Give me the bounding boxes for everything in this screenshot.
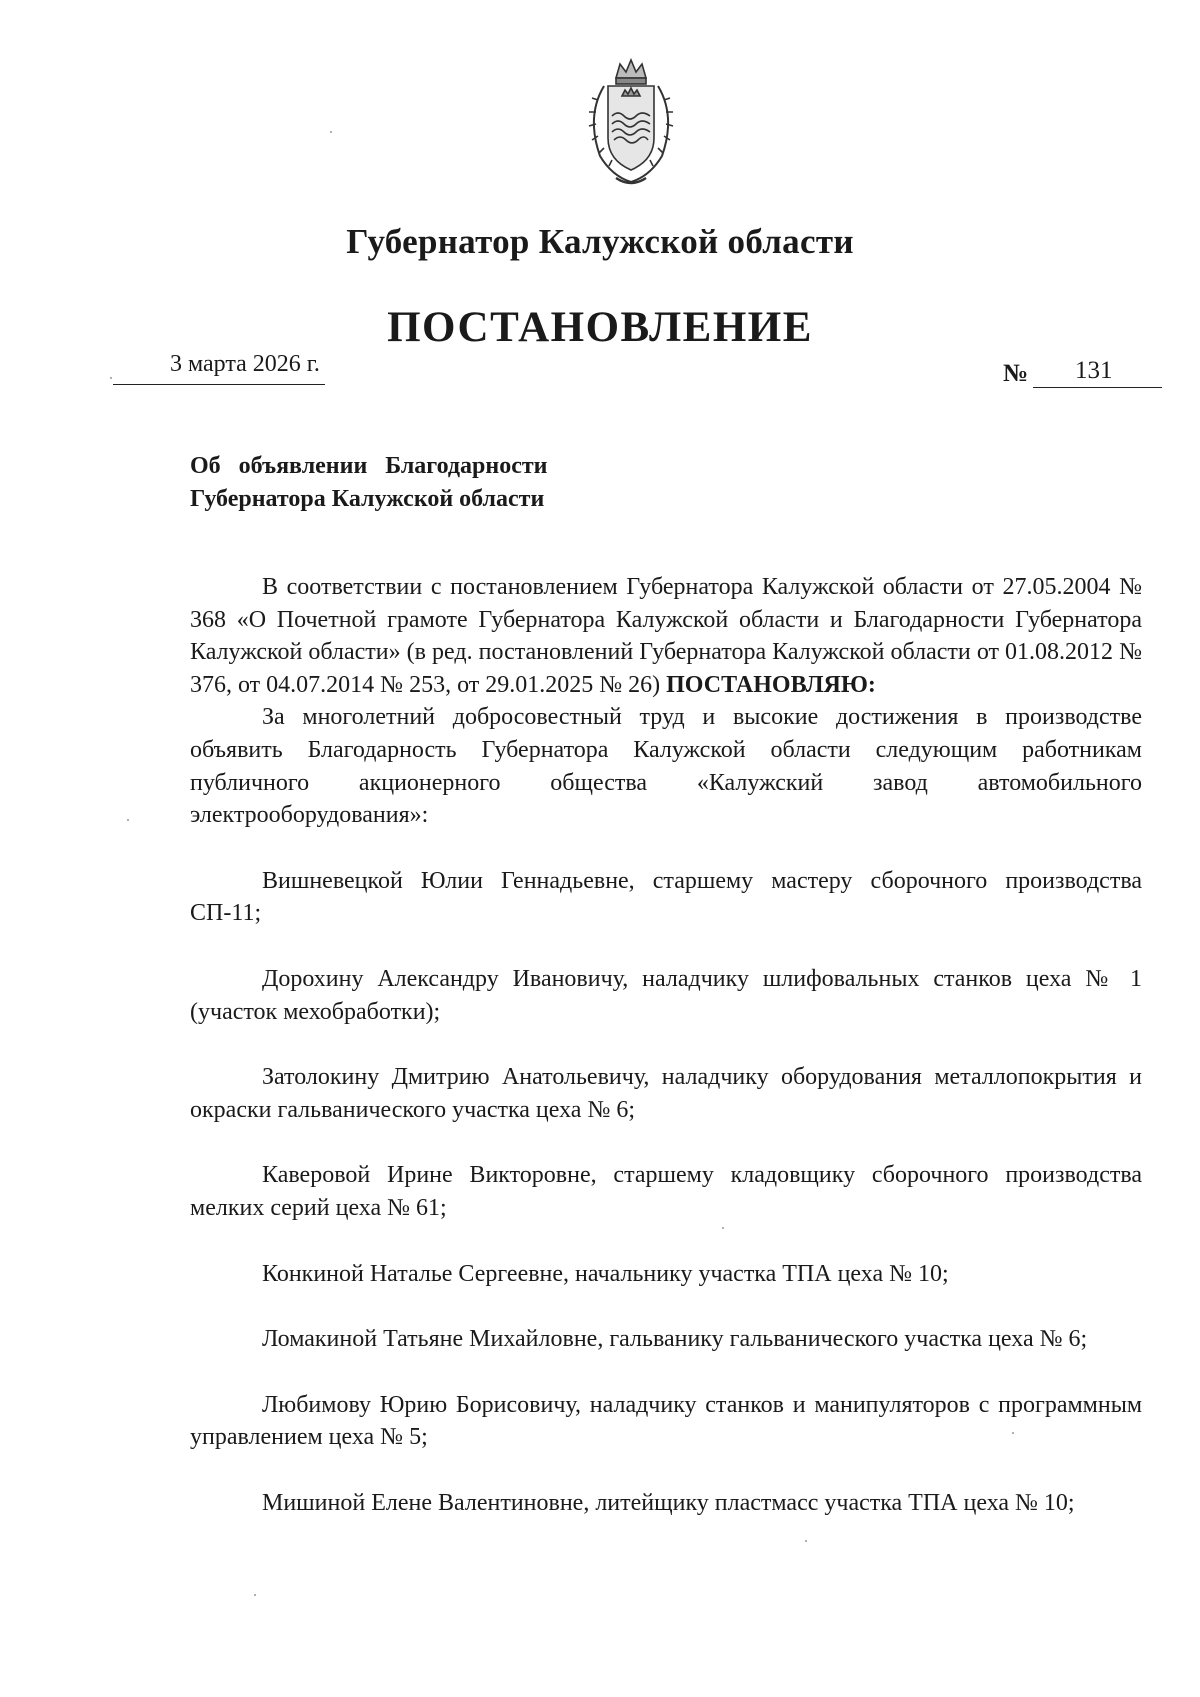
scan-speck [330, 131, 332, 133]
scan-speck [1012, 1432, 1014, 1434]
recipient-item: Каверовой Ирине Викторовне, старшему кладовщику сборочного производства мелких серий цеха № 61; [190, 1162, 1142, 1221]
document-type-title: ПОСТАНОВЛЕНИЕ [387, 304, 813, 351]
document-date: 3 марта 2026 г. [170, 351, 320, 377]
date-underline [113, 384, 325, 385]
scan-speck [805, 1540, 807, 1542]
document-number-label: № [1003, 360, 1029, 387]
scan-speck [254, 1594, 256, 1596]
scan-speck [110, 377, 112, 379]
recipients-list [190, 865, 1142, 1520]
recipient-item: Конкиной Наталье Сергеевне, начальнику участка ТПА цеха № 10; [262, 1260, 949, 1287]
number-underline [1033, 387, 1162, 388]
scan-speck [722, 1227, 724, 1229]
document-body [190, 571, 1142, 1519]
document-subject [190, 450, 548, 516]
kaluga-coat-of-arms-icon [578, 56, 684, 192]
document-number: 131 [1075, 357, 1113, 384]
issuing-authority: Губернатор Калужской области [346, 222, 854, 261]
preamble-text: В соответствии с постановлением Губернатора Калужской области от 27.05.2004 № 368 «О Почетной грамоте Губернатора Калужской области и Благодарности Губернатора Калужской области» (в ред. постановлений Губернатора Калужской области от 01.08.2012 № 376, от 04.07.2014 № 253, от 29.01.2025 № 26) [190, 574, 1142, 698]
recipient-item: Ломакиной Татьяне Михайловне, гальванику гальванического участка цеха № 6; [262, 1326, 1088, 1353]
subject-line-2: Губернатора Калужской области [190, 486, 545, 512]
intro-paragraph: За многолетний добросовестный труд и высокие достижения в производстве объявить Благодарность Губернатора Калужской области следующим работникам публичного акционерного общества «Калужский завод автомобильного электрооборудования»: [190, 704, 1142, 829]
recipient-item: Вишневецкой Юлии Геннадьевне, старшему мастеру сборочного производства СП-11; [190, 867, 1142, 927]
subject-line-1: Об объявлении Благодарности [190, 453, 548, 479]
recipient-item: Дорохину Александру Ивановичу, наладчику шлифовальных станков цеха № 1 (участок мехобработки); [190, 965, 1142, 1025]
scan-speck [127, 819, 129, 821]
recipient-item: Любимову Юрию Борисовичу, наладчику станков и манипуляторов с программным управлением цеха № 5; [190, 1391, 1142, 1451]
decree-word: ПОСТАНОВЛЯЮ: [666, 671, 876, 698]
recipient-item: Мишиной Елене Валентиновне, литейщику пластмасс участка ТПА цеха № 10; [262, 1489, 1075, 1516]
recipient-item: Затолокину Дмитрию Анатольевичу, наладчику оборудования металлопокрытия и окраски гальванического участка цеха № 6; [190, 1064, 1142, 1123]
preamble-paragraph [190, 571, 1142, 701]
